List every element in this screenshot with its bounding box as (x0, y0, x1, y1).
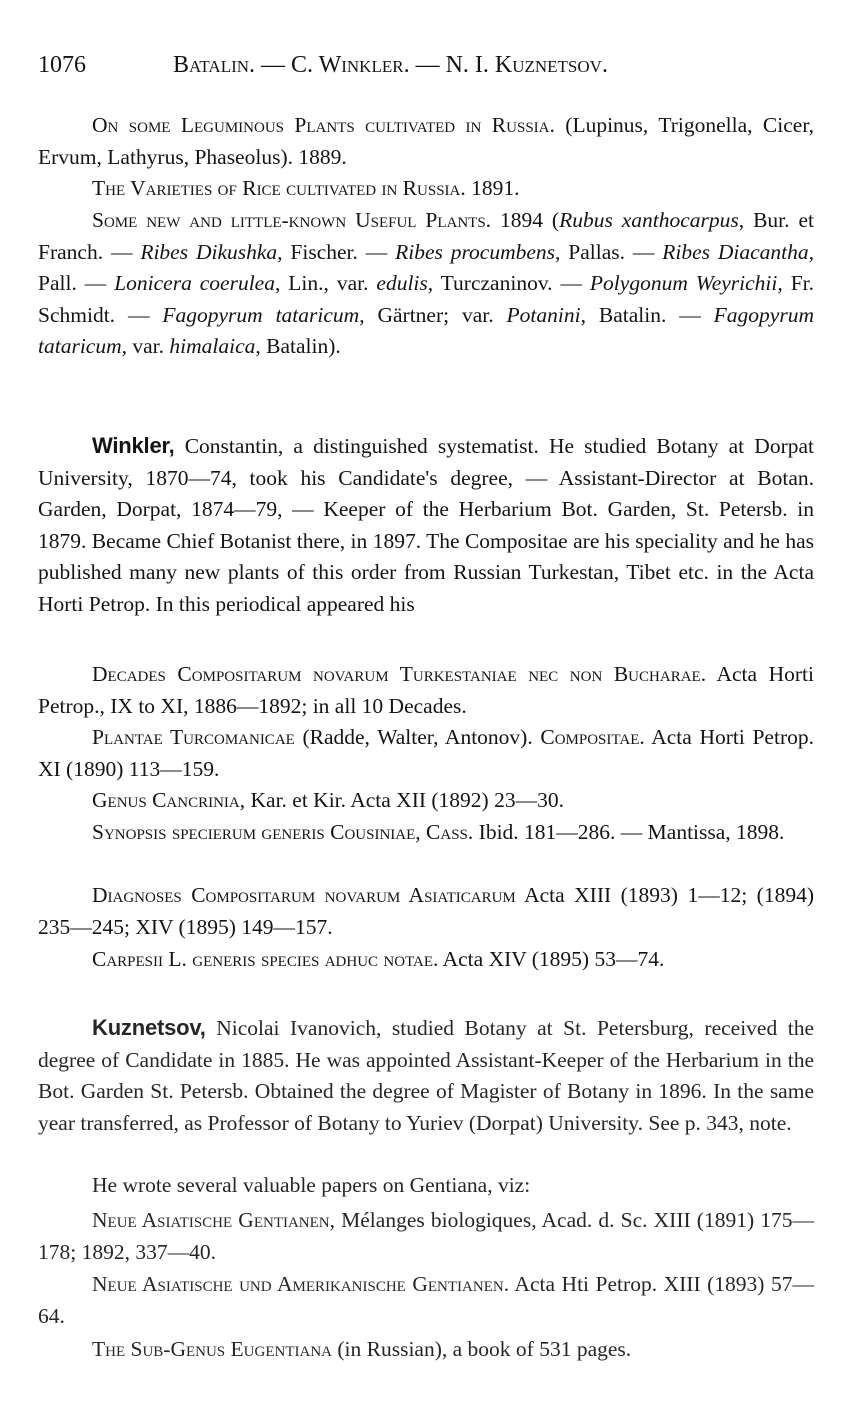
work-details: 1891. (465, 176, 520, 200)
text: , Lin., var. (274, 271, 377, 295)
text: , Gärtner; var. (359, 302, 507, 327)
species-name: Polygonum Weyrichii, (589, 271, 783, 295)
text: , Batalin. — (580, 302, 714, 327)
text: , Batalin). (255, 334, 341, 358)
work-title: Carpesii L. generis species adhuc notae. (92, 947, 439, 971)
work-title: Synopsis specierum generis Cousiniae, Cass. (92, 820, 474, 844)
work-title: Decades Compositarum novarum Turkestaniae nec non Bucharae. (92, 662, 707, 686)
text: Fr. Schmidt. — (38, 271, 815, 327)
text: 1894 ( (491, 208, 560, 232)
work-title: On some Leguminous Plants cultivated in Russia. (92, 113, 555, 137)
biography-text: Nicolai Ivanovich, studied Botany at St. Petersburg, received the degree of Candidate in 1885. He was appointed Assistant-Keeper of the Herbarium in the Bot. Garden St. Petersb. Obtained the degree of Magister of Botany in 1896. In the same year transferred, as Professor of Botany to Yuriev (Dorpat) University. See p. 343, note. (38, 1016, 814, 1135)
kuznetsov-work-3 (38, 1334, 814, 1366)
work-details: Acta Hti Petrop. XIII (1893) 57—64. (38, 1272, 814, 1328)
work-title: The Sub-Genus Eugentiana (92, 1337, 332, 1361)
work-details: Acta XIV (1895) 53—74. (438, 947, 665, 971)
text: Turczaninov. — (433, 271, 590, 295)
species-name: Ribes procumbens (395, 239, 556, 264)
text: var. (126, 334, 170, 358)
work-details: Acta XIII (1893) 1—12; (1894) 235—245; XIV (1895) 149—157. (38, 883, 814, 939)
running-header (38, 50, 812, 80)
species-name: Potanini (506, 302, 581, 327)
kuznetsov-biography (38, 1012, 814, 1139)
winkler-biography (38, 430, 814, 620)
kuznetsov-work-1 (38, 1205, 814, 1268)
winkler-work-1 (38, 659, 814, 722)
text: Pall. — (38, 271, 115, 295)
work-details: Acta Horti Petrop., IX to XI, 1886—1892; in all 10 Decades. (38, 662, 814, 718)
work-details: (Lupinus, Trigonella, Cicer, Ervum, Lathyrus, Phaseolus). 1889. (38, 113, 814, 169)
species-name: Rubus xanthocarpus (559, 208, 739, 232)
species-name: Ribes Dikushka, (140, 239, 283, 264)
winkler-work-6 (38, 944, 814, 976)
work-details: Mélanges biologiques, Acad. d. Sc. XIII (1891) 175—178; 1892, 337—40. (38, 1208, 814, 1264)
work-details: (Radde, Walter, Antonov). (294, 725, 541, 749)
work-title: Compositae. (540, 725, 645, 749)
work-useful-plants (38, 205, 814, 363)
entry-name-kuznetsov: Kuznetsov, (92, 1015, 206, 1040)
work-title: Plantae Turcomanicae (92, 725, 295, 749)
work-details: Acta Horti Petrop. XI (1890) 113—159. (38, 725, 814, 781)
text: Fischer. — (282, 239, 396, 264)
winkler-work-5 (38, 880, 814, 943)
species-name: Fagopyrum tataricum, (38, 302, 814, 358)
kuznetsov-work-2 (38, 1269, 814, 1332)
work-details: Ibid. 181—286. — Mantissa, 1898. (473, 820, 785, 844)
biography-text: Constantin, a distinguished systematist. He studied Botany at Dorpat University, 1870—74, took his Candidate's degree, — Assistant-Director at Botan. Garden, Dorpat, 1874—79, — Keeper of the Herbarium Bot. Garden, St. Petersb. in 1879. Became Chief Botanist there, in 1897. The Compositae are his speciality and he has published many new plants of this order from Russian Turkestan, Tibet etc. in the Acta Horti Petrop. In this periodical appeared his (38, 434, 814, 616)
work-title: Neue Asiatische Gentianen, (92, 1208, 336, 1232)
work-leguminous-plants (38, 110, 814, 173)
page-number: 1076 (38, 52, 86, 78)
species-name: himalaica (169, 334, 256, 358)
text: , Pallas. — (555, 239, 663, 264)
work-title: Neue Asiatische und Amerikanische Gentianen. (92, 1272, 510, 1296)
work-title: The Varieties of Rice cultivated in Russia. (92, 176, 466, 200)
text: , Bur. et Franch. — (38, 208, 814, 264)
species-name: Ribes Diacantha, (662, 239, 815, 264)
kuznetsov-intro: He wrote several valuable papers on Gentiana, viz: (92, 1173, 531, 1197)
work-title: Genus Cancrinia, (92, 788, 246, 812)
entry-name-winkler: Winkler, (92, 433, 175, 458)
work-title: Some new and little-known Useful Plants. (92, 208, 492, 232)
work-rice-varieties (38, 173, 814, 205)
running-title: Batalin. — C. Winkler. — N. I. Kuznetsov. (173, 52, 608, 78)
work-details: (in Russian), a book of 531 pages. (331, 1337, 632, 1361)
species-name: edulis, (376, 271, 434, 295)
work-title: Diagnoses Compositarum novarum Asiaticarum (92, 883, 516, 907)
winkler-work-3 (38, 785, 814, 817)
species-name: Lonicera coerulea (114, 271, 275, 295)
winkler-work-2 (38, 722, 814, 785)
work-details: Kar. et Kir. Acta XII (1892) 23—30. (245, 788, 564, 812)
species-name: Fagopyrum tataricum (162, 302, 360, 327)
winkler-work-4 (38, 817, 814, 849)
